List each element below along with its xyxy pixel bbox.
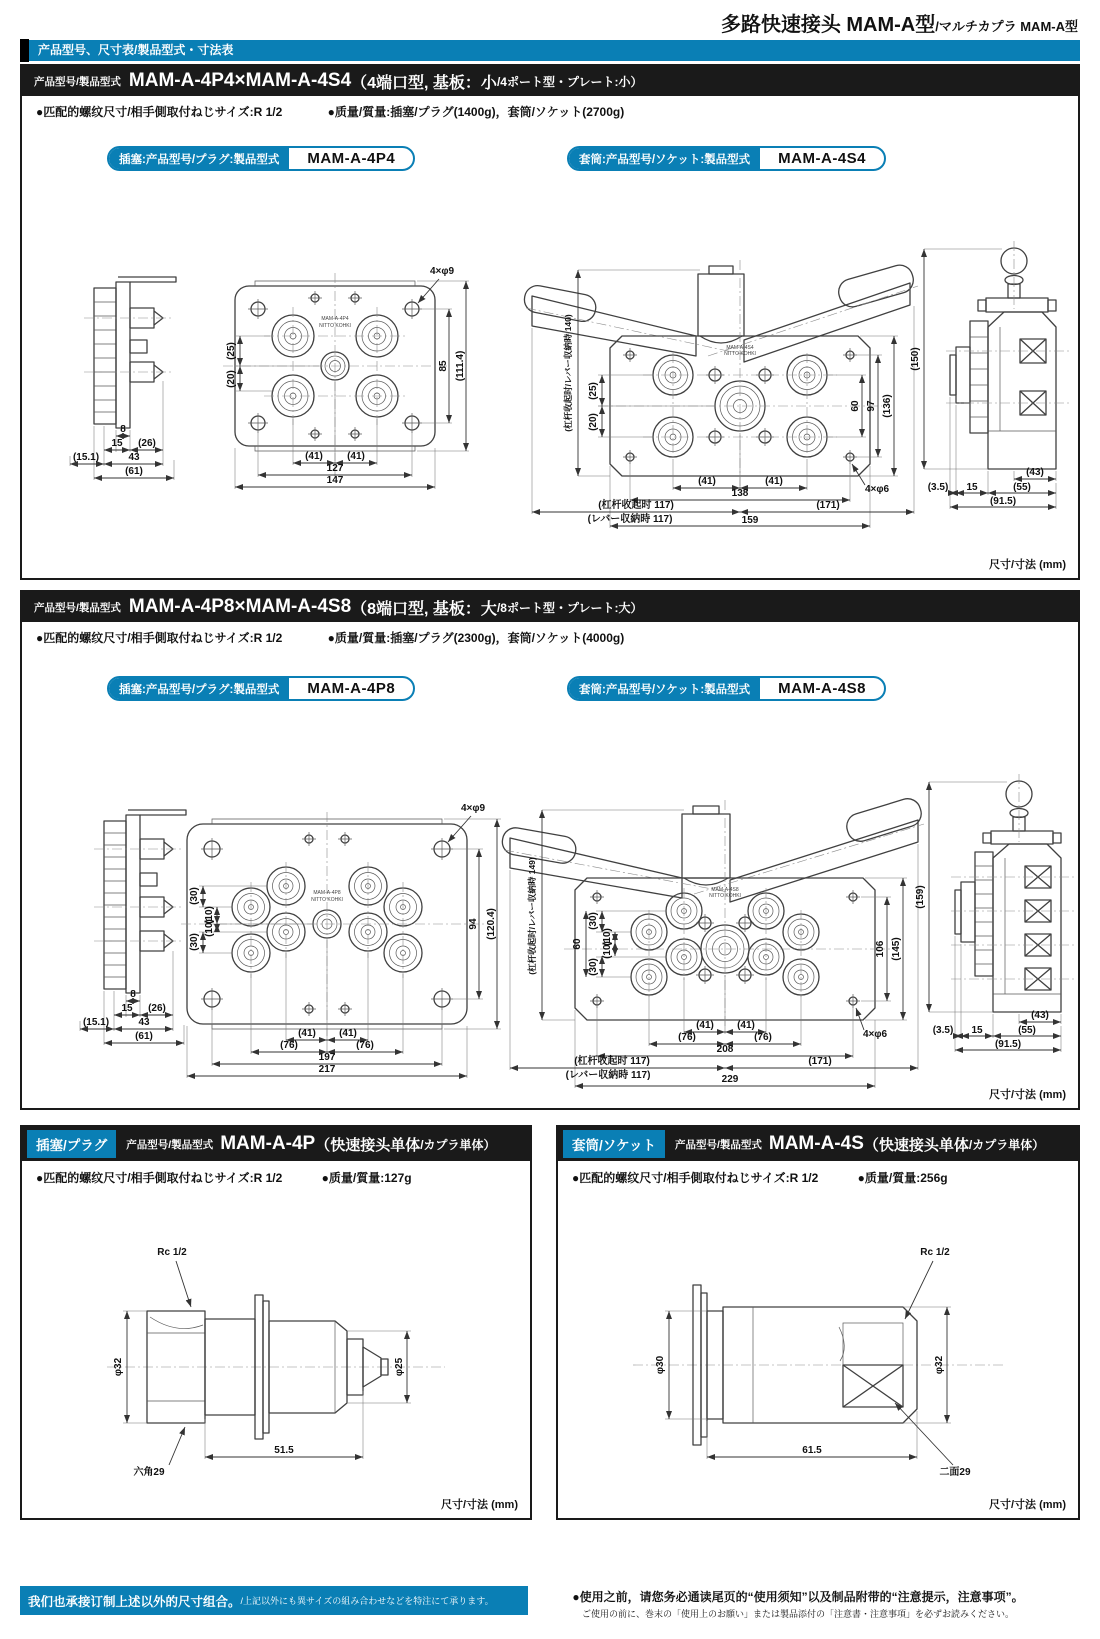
dim-label: (杠杆收起时 117) xyxy=(574,1056,650,1067)
plug-unit-drawing xyxy=(77,1227,477,1495)
plug-pill-model: MAM-A-4P8 xyxy=(307,680,396,697)
model-number: MAM-A-4P8×MAM-A-4S8 xyxy=(128,596,352,617)
stamp-brand: NITTO KOHKI xyxy=(724,351,756,357)
dim-label: (76) xyxy=(356,1040,374,1051)
dim-label: (レバー収納時 117) xyxy=(565,1070,651,1081)
dim-label: 4×φ9 xyxy=(460,803,486,814)
socket-unit-specs xyxy=(572,1169,984,1186)
index-bar-mark xyxy=(20,39,29,62)
socket-model-pill xyxy=(567,676,886,701)
dim-label: (レバー収納時 117) xyxy=(587,514,673,525)
socket-pill-label: 套筒:产品型号/ソケット:製品型式 xyxy=(569,678,760,699)
dim-label: 147 xyxy=(326,475,344,486)
thread-size-spec: ●匹配的螺纹尺寸/相手側取付ねじサイズ:R 1/2 xyxy=(36,1171,283,1185)
dim-label: 127 xyxy=(326,463,344,474)
thread-size-spec: ●匹配的螺纹尺寸/相手側取付ねじサイズ:R 1/2 xyxy=(36,105,283,119)
model-prefix-label: 产品型号/製品型式 xyxy=(126,1138,214,1151)
plug-pill-model: MAM-A-4P4 xyxy=(307,150,396,167)
dim-label: (30) xyxy=(588,912,599,930)
dim-label: (41) xyxy=(298,1028,316,1039)
dim-label: (111.4) xyxy=(455,350,466,382)
dim-label: (136) xyxy=(882,394,893,418)
dim-label: (30) xyxy=(189,933,200,951)
socket-pill-model: MAM-A-4S8 xyxy=(778,680,867,697)
dim-label: 138 xyxy=(731,488,749,499)
dim-label: 15 xyxy=(971,1025,983,1036)
plug-unit-header xyxy=(22,1127,530,1161)
section-4port xyxy=(20,64,1080,580)
model-prefix-label: 产品型号/製品型式 xyxy=(674,1138,762,1151)
stamp-model: MAM-A-4S8 xyxy=(711,887,739,893)
dim-label: (171) xyxy=(816,500,840,511)
stamp-model: MAM-A-4P4 xyxy=(321,316,349,322)
dim-label: (3.5) xyxy=(927,482,949,493)
dim-label: (41) xyxy=(347,451,365,462)
dim-label: (145) xyxy=(891,937,902,961)
dim-label: 43 xyxy=(128,452,140,463)
section-index-bar xyxy=(20,40,1080,61)
section-8port xyxy=(20,590,1080,1110)
dim-label: (159) xyxy=(915,885,926,909)
model-suffix-zh: （8端口型, 基板：大 xyxy=(351,600,497,618)
model-prefix-label: 产品型号/製品型式 xyxy=(34,75,121,88)
model-number: MAM-A-4P xyxy=(220,1133,316,1154)
dim-label: (41) xyxy=(696,1020,714,1031)
dim-label: (120.4) xyxy=(486,908,497,940)
socket-front-view-drawing xyxy=(510,224,930,529)
dim-label: (150) xyxy=(910,347,921,371)
dim-label: 61.5 xyxy=(802,1445,822,1456)
dim-label: (76) xyxy=(754,1032,772,1043)
dim-label: (171) xyxy=(808,1056,832,1067)
mass-spec: ●质量/質量:256g xyxy=(857,1171,948,1185)
plug-unit-specs xyxy=(36,1169,448,1186)
section-4port-specs xyxy=(36,103,666,120)
dim-label: (41) xyxy=(339,1028,357,1039)
dim-label: (61) xyxy=(125,466,143,477)
dim-label: (3.5) xyxy=(932,1025,954,1036)
caution-note-ja: ご使用の前に、巻末の「使用上のお願い」または製品添付の「注意書・注意事項」を必ずお読みください。 xyxy=(581,1609,1014,1619)
dim-label: (41) xyxy=(698,476,716,487)
dim-label: (26) xyxy=(148,1003,166,1014)
dim-label: 60 xyxy=(572,938,583,950)
dim-label: 8 xyxy=(120,424,126,435)
dim-label: 60 xyxy=(850,400,861,412)
index-bar-label: 产品型号、尺寸表/製品型式・寸法表 xyxy=(38,43,234,57)
plug-front-view-drawing xyxy=(190,251,490,499)
model-suffix-zh: （快速接头单体 xyxy=(315,1136,421,1154)
dim-label: 8 xyxy=(130,989,136,1000)
unit-note: 尺寸/寸法 (mm) xyxy=(989,1089,1066,1101)
socket-unit-section xyxy=(556,1125,1080,1520)
model-suffix-ja: /4ポート型・プレート:小） xyxy=(496,74,643,89)
socket-pill-label: 套筒:产品型号/ソケット:製品型式 xyxy=(569,148,760,169)
dim-label: (41) xyxy=(765,476,783,487)
dim-label: 217 xyxy=(318,1064,336,1075)
caution-note-zh: ●使用之前，请您务必通读尾页的“使用须知”以及制品附带的“注意提示，注意事项”。 xyxy=(572,1590,1024,1604)
model-suffix-ja: /カプラ単体） xyxy=(968,1137,1045,1152)
dim-label: (10) xyxy=(204,906,215,924)
plug-pill-label: 插塞:产品型号/プラグ:製品型式 xyxy=(109,678,289,699)
socket-side-view-drawing xyxy=(907,754,1092,1059)
dim-label: φ32 xyxy=(934,1355,945,1375)
stamp-brand: NITTO KOHKI xyxy=(311,897,343,903)
dim-label: (30) xyxy=(189,887,200,905)
dim-label: (25) xyxy=(588,382,599,400)
dim-label: (10) xyxy=(204,919,215,937)
dim-label: φ25 xyxy=(394,1357,405,1377)
stamp-brand: NITTO KOHKI xyxy=(319,323,351,329)
dim-label: (61) xyxy=(135,1031,153,1042)
dim-label: (76) xyxy=(280,1040,298,1051)
dim-label: 4×φ6 xyxy=(862,1029,888,1040)
dim-label: 229 xyxy=(721,1074,739,1085)
plug-model-pill xyxy=(107,146,415,171)
dim-label: (55) xyxy=(1013,482,1031,493)
stamp-model: MAM-A-4S4 xyxy=(726,345,754,351)
dim-label: (41) xyxy=(737,1020,755,1031)
section-4port-header xyxy=(22,66,1078,96)
socket-unit-drawing xyxy=(603,1227,1033,1495)
socket-tag: 套筒/ソケット xyxy=(563,1130,665,1158)
socket-side-view-drawing xyxy=(902,221,1087,516)
socket-model-pill xyxy=(567,146,886,171)
dim-label: 六角29 xyxy=(133,1467,165,1478)
dim-label: 106 xyxy=(875,940,886,958)
model-suffix-ja: /カプラ単体） xyxy=(420,1137,496,1152)
socket-front-view-drawing xyxy=(490,760,940,1092)
model-prefix-label: 产品型号/製品型式 xyxy=(34,601,121,614)
model-suffix-zh: （4端口型, 基板：小 xyxy=(351,74,497,92)
plug-pill-label: 插塞:产品型号/プラグ:製品型式 xyxy=(109,148,289,169)
dim-label: 97 xyxy=(866,400,877,412)
section-8port-specs xyxy=(36,629,666,646)
dim-label: Rc 1/2 xyxy=(920,1247,950,1258)
dim-label: 197 xyxy=(318,1052,336,1063)
socket-pill-model: MAM-A-4S4 xyxy=(778,150,867,167)
plug-tag: 插塞/プラグ xyxy=(27,1130,116,1158)
page-title xyxy=(721,8,1078,37)
model-suffix-zh: （快速接头单体 xyxy=(863,1136,969,1154)
dim-label: (76) xyxy=(678,1032,696,1043)
dim-label: (43) xyxy=(1031,1010,1049,1021)
dim-label: 15 xyxy=(121,1003,133,1014)
model-suffix-ja: /8ポート型・プレート:大） xyxy=(496,600,643,615)
page-title-zh: 多路快速接头 MAM-A型 xyxy=(720,14,936,36)
dim-label: 159 xyxy=(741,515,759,526)
dim-label: 43 xyxy=(138,1017,150,1028)
plug-side-geometry xyxy=(70,277,176,480)
dim-label: 94 xyxy=(468,918,479,930)
section-8port-header xyxy=(22,592,1078,622)
socket-side-geometry xyxy=(929,774,1075,1052)
socket-side-geometry xyxy=(924,241,1070,509)
dim-label: (26) xyxy=(138,438,156,449)
unit-note: 尺寸/寸法 (mm) xyxy=(441,1499,518,1511)
dim-label: 208 xyxy=(716,1044,734,1055)
mass-spec: ●质量/質量:插塞/プラグ(1400g)，套筒/ソケット(2700g) xyxy=(327,105,625,119)
plug-model-pill xyxy=(107,676,415,701)
dim-label: φ30 xyxy=(655,1355,666,1375)
thread-size-spec: ●匹配的螺纹尺寸/相手側取付ねじサイズ:R 1/2 xyxy=(36,631,283,645)
stamp-brand: NITTO KOHKI xyxy=(709,893,741,899)
mass-spec: ●质量/質量:插塞/プラグ(2300g)，套筒/ソケット(4000g) xyxy=(327,631,625,645)
dim-label: Rc 1/2 xyxy=(157,1247,187,1258)
unit-note: 尺寸/寸法 (mm) xyxy=(989,559,1066,571)
dim-label: (10) xyxy=(602,928,613,946)
dim-label: 51.5 xyxy=(274,1445,294,1456)
dim-label: (杠杆收起时/レバー収納時 149) xyxy=(527,857,537,975)
plug-front-view-drawing xyxy=(157,782,517,1084)
dim-label: (91.5) xyxy=(994,1039,1022,1050)
custom-order-zh: 我们也承接订制上述以外的尺寸组合。 xyxy=(28,1594,241,1609)
dim-label: 15 xyxy=(966,482,978,493)
stamp-model: MAM-A-4P8 xyxy=(313,890,341,896)
dim-label: (55) xyxy=(1018,1025,1036,1036)
dim-label: (杠杆收起时/レバー収納時 140) xyxy=(563,314,573,432)
plug-unit-section xyxy=(20,1125,532,1520)
dim-label: (15.1) xyxy=(72,452,100,463)
dim-label: 二面29 xyxy=(939,1467,971,1478)
plug-front-geometry xyxy=(223,273,469,489)
socket-unit-header xyxy=(558,1127,1078,1161)
page-title-ja: /マルチカプラ MAM-A型 xyxy=(935,19,1078,34)
dim-label: (30) xyxy=(588,958,599,976)
model-number: MAM-A-4S xyxy=(768,1133,864,1154)
mass-spec: ●质量/質量:127g xyxy=(321,1171,412,1185)
dim-label: (20) xyxy=(588,413,599,431)
custom-order-banner xyxy=(20,1586,528,1615)
model-number: MAM-A-4P4×MAM-A-4S4 xyxy=(128,70,352,91)
dim-label: (41) xyxy=(305,451,323,462)
dim-label: 15 xyxy=(111,438,123,449)
unit-note: 尺寸/寸法 (mm) xyxy=(989,1499,1066,1511)
dim-label: (43) xyxy=(1026,467,1044,478)
dim-label: (20) xyxy=(226,370,237,388)
dim-label: (25) xyxy=(226,342,237,360)
usage-caution-note xyxy=(518,1588,1078,1620)
dim-label: φ32 xyxy=(113,1357,124,1377)
dim-label: 4×φ6 xyxy=(864,484,890,495)
dim-label: (15.1) xyxy=(82,1017,110,1028)
custom-order-ja: /上記以外にも異サイズの組み合わせなどを特注にて承ります。 xyxy=(240,1596,494,1606)
dim-label: (10) xyxy=(602,941,613,959)
dim-label: (杠杆收起时 117) xyxy=(598,500,674,511)
dim-label: 4×φ9 xyxy=(429,266,455,277)
socket-unit-geometry xyxy=(633,1285,1003,1459)
dim-label: 85 xyxy=(438,360,449,372)
dim-label: (91.5) xyxy=(989,496,1017,507)
thread-size-spec: ●匹配的螺纹尺寸/相手側取付ねじサイズ:R 1/2 xyxy=(572,1171,819,1185)
